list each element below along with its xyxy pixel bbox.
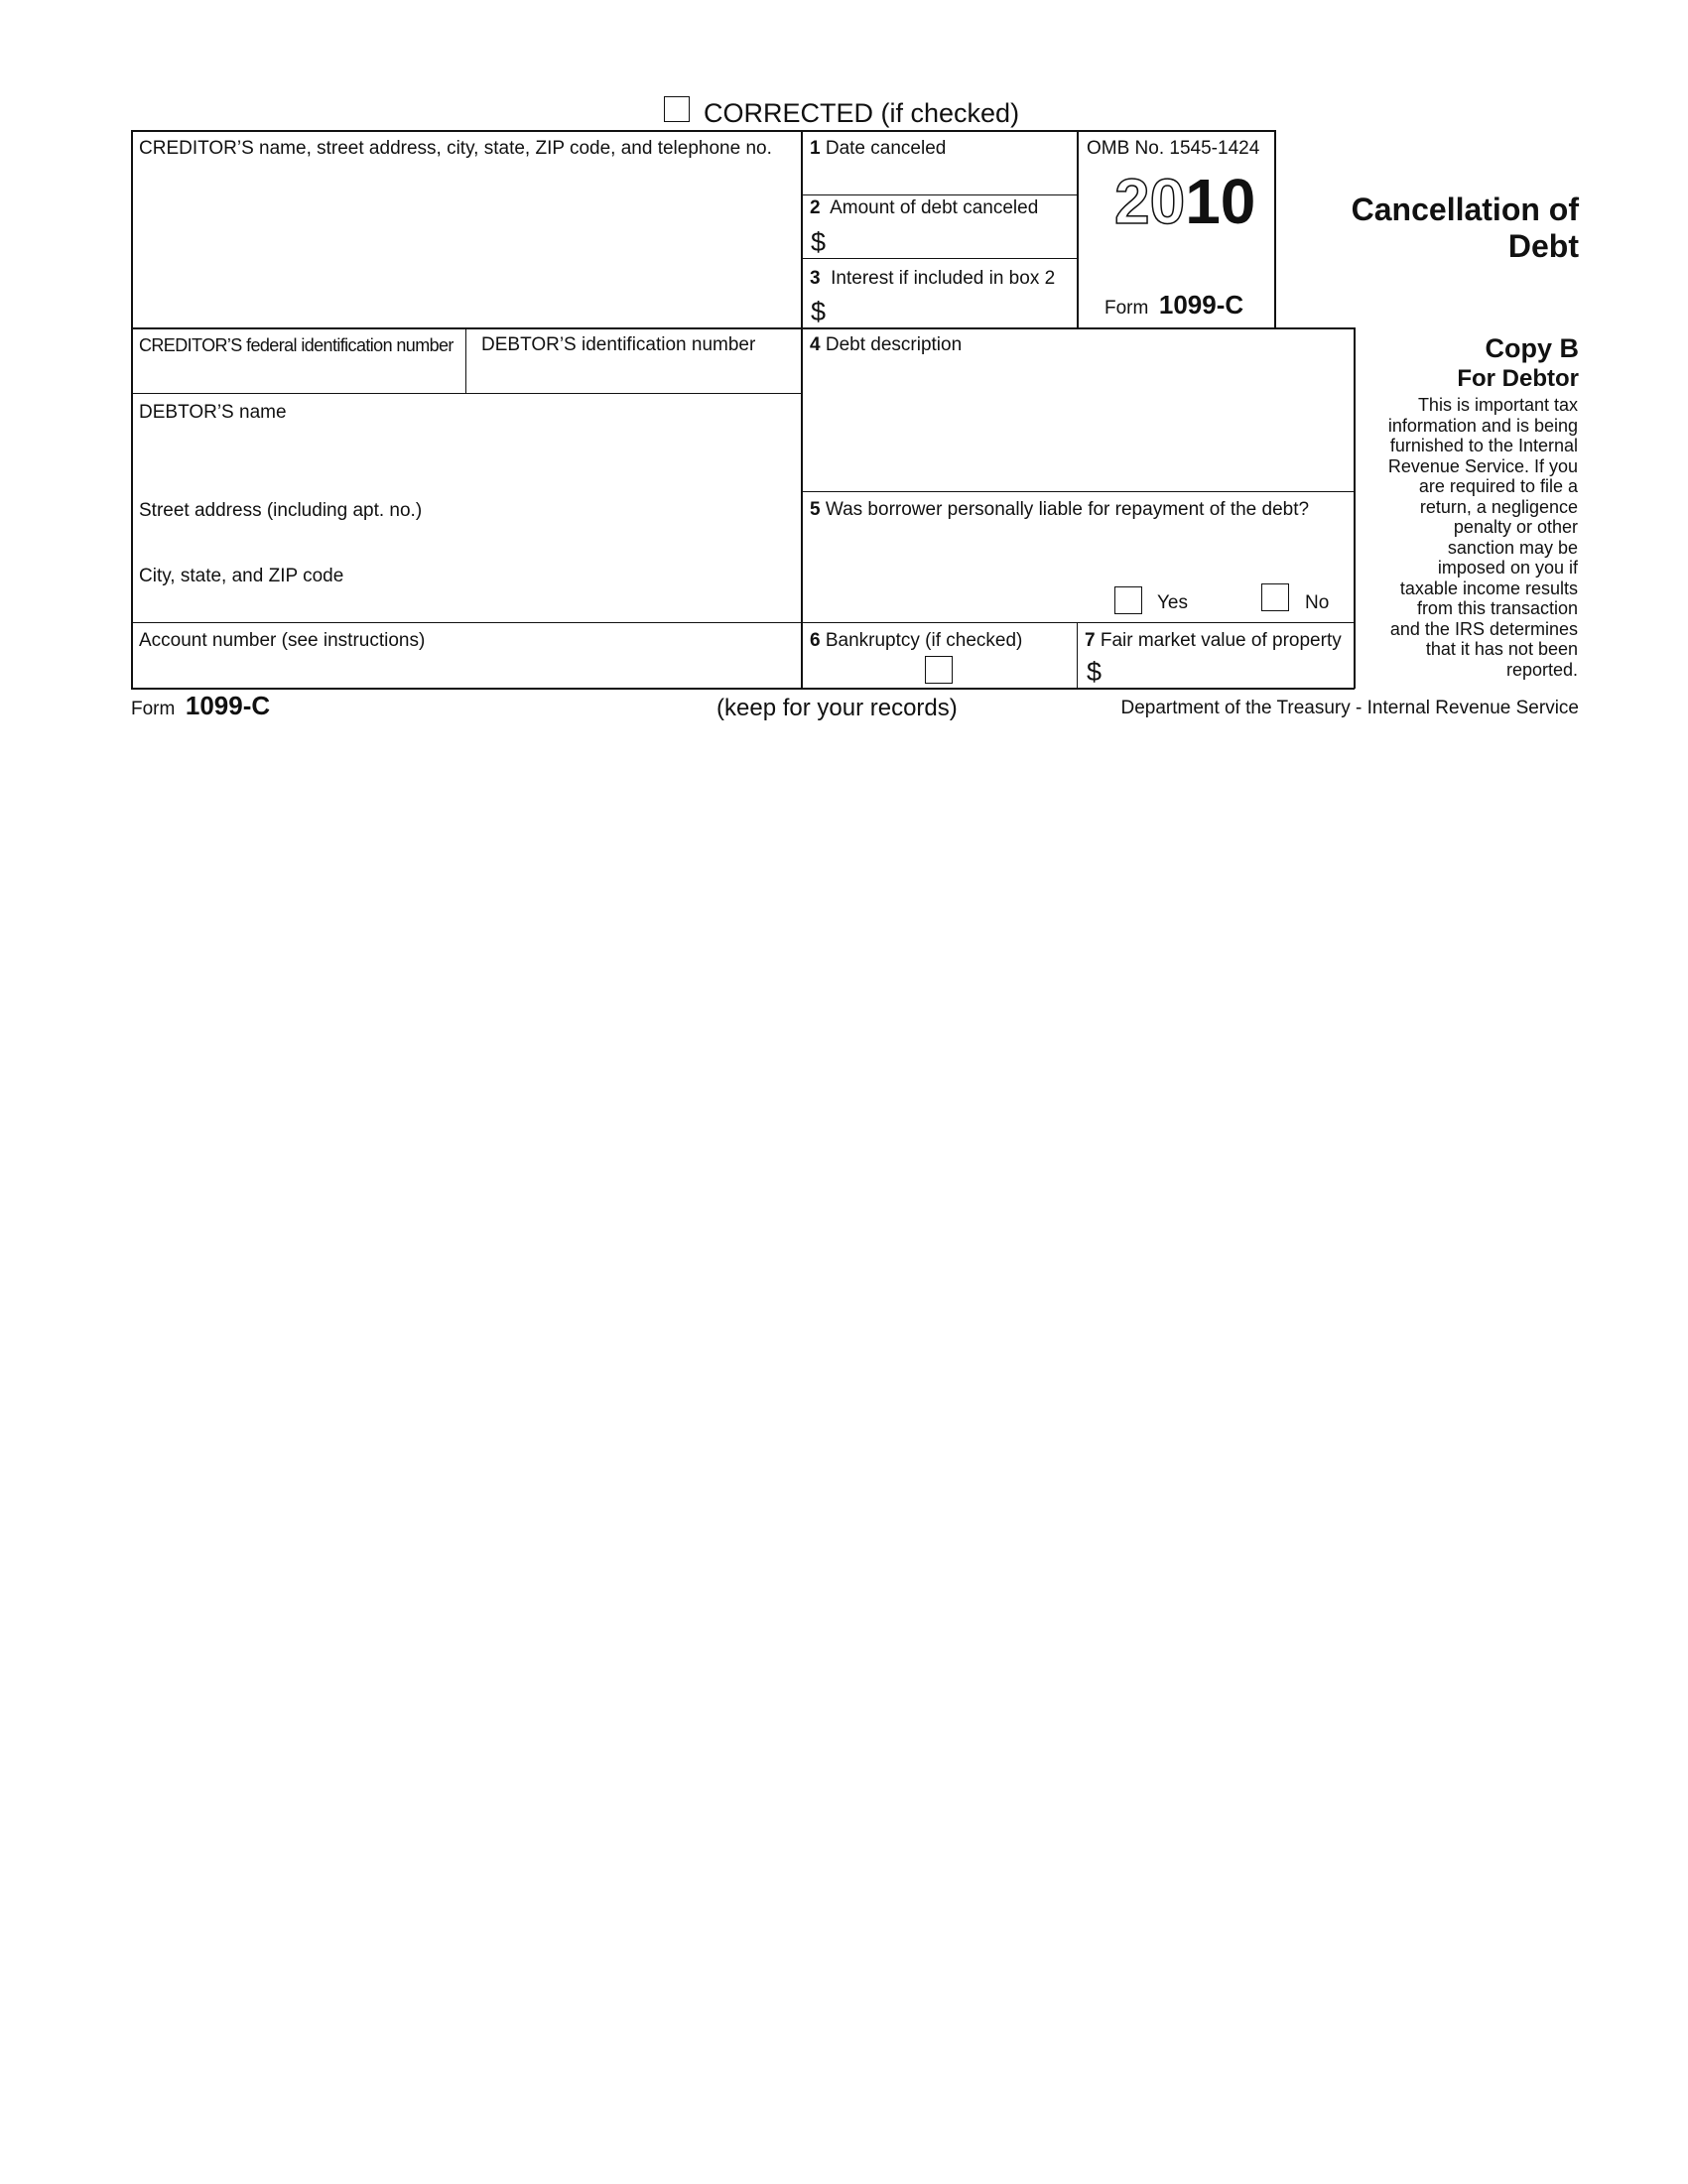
footer-keep-records: (keep for your records) xyxy=(716,695,958,721)
grid-line xyxy=(1077,130,1079,327)
box1-text: Date canceled xyxy=(825,138,947,159)
creditor-block-label: CREDITOR’S name, street address, city, state, ZIP code, and telephone no. xyxy=(139,138,772,159)
street-address-label: Street address (including apt. no.) xyxy=(139,500,423,521)
city-state-zip-field[interactable] xyxy=(133,589,799,620)
city-state-zip-label: City, state, and ZIP code xyxy=(139,566,344,586)
grid-line xyxy=(465,327,466,394)
grid-line xyxy=(131,622,1355,623)
box5-number: 5 xyxy=(810,499,821,520)
footer-form-id xyxy=(131,691,271,720)
box7-label xyxy=(1085,630,1342,652)
grid-line xyxy=(801,258,1077,259)
box7-dollar-sign: $ xyxy=(1087,657,1103,687)
account-number-label: Account number (see instructions) xyxy=(139,630,426,651)
box2-text: Amount of debt canceled xyxy=(830,197,1039,218)
box2-label xyxy=(810,197,1038,219)
tax-year-bold: 10 xyxy=(1185,166,1256,237)
grid-line xyxy=(1354,327,1356,689)
box4-number: 4 xyxy=(810,334,821,355)
important-notice: This is important tax information and is being furnished to the Internal Revenue Service. If you are required to file a return, a negligence penalty or other sanction may be imposed on you if taxable income results from this transaction and the IRS determines that it has not been reported. xyxy=(1387,395,1578,680)
footer-department: Department of the Treasury - Internal Revenue Service xyxy=(1120,698,1579,718)
date-canceled-field[interactable] xyxy=(803,162,1076,193)
fair-market-value-field[interactable] xyxy=(1106,655,1352,687)
debtor-id-field[interactable] xyxy=(467,359,799,392)
debtor-id-label: DEBTOR’S identification number xyxy=(481,334,756,355)
interest-amount-field[interactable] xyxy=(829,294,1075,325)
tax-year xyxy=(1114,166,1256,237)
debt-canceled-amount-field[interactable] xyxy=(829,224,1075,256)
corrected-label: CORRECTED (if checked) xyxy=(704,98,1020,128)
footer-form-word: Form xyxy=(131,699,176,719)
grid-line xyxy=(1274,130,1276,327)
recipient-label: For Debtor xyxy=(1457,365,1579,392)
box4-text: Debt description xyxy=(825,334,963,355)
corrected-checkbox[interactable] xyxy=(664,96,690,122)
box6-number: 6 xyxy=(810,630,821,651)
box2-number: 2 xyxy=(810,197,821,218)
form-id xyxy=(1104,290,1244,320)
creditor-federal-id-label: CREDITOR’S federal identification number xyxy=(139,335,454,355)
creditor-info-field[interactable] xyxy=(133,162,799,325)
box5-text: Was borrower personally liable for repayment of the debt? xyxy=(825,499,1310,520)
box4-label xyxy=(810,334,962,356)
form-title: Cancellation of Debt xyxy=(1351,192,1579,264)
grid-line xyxy=(1077,622,1078,689)
grid-line xyxy=(131,393,801,394)
street-address-field[interactable] xyxy=(133,524,799,559)
liable-yes-checkbox[interactable] xyxy=(1114,586,1142,614)
debtor-name-label: DEBTOR’S name xyxy=(139,402,287,423)
box7-text: Fair market value of property xyxy=(1100,630,1342,651)
grid-line xyxy=(131,688,1355,690)
creditor-federal-id-field[interactable] xyxy=(133,359,464,392)
form-word: Form xyxy=(1104,298,1149,319)
tax-year-outline: 20 xyxy=(1114,166,1186,237)
debtor-name-field[interactable] xyxy=(133,427,799,486)
box3-text: Interest if included in box 2 xyxy=(831,268,1056,289)
grid-line xyxy=(131,130,1275,132)
liable-yes-label: Yes xyxy=(1157,592,1188,613)
liable-no-checkbox[interactable] xyxy=(1261,583,1289,611)
omb-number: OMB No. 1545-1424 xyxy=(1087,138,1260,159)
box1-number: 1 xyxy=(810,138,821,159)
box2-dollar-sign: $ xyxy=(811,227,827,257)
form-number: 1099-C xyxy=(1158,290,1244,320)
box3-label xyxy=(810,268,1055,290)
box3-number: 3 xyxy=(810,268,821,289)
box3-dollar-sign: $ xyxy=(811,297,827,326)
box5-label xyxy=(810,499,1309,521)
account-number-field[interactable] xyxy=(133,655,799,687)
copy-label: Copy B xyxy=(1485,333,1579,363)
debt-description-field[interactable] xyxy=(803,359,1353,489)
bankruptcy-checkbox[interactable] xyxy=(925,656,953,684)
grid-line xyxy=(131,327,1356,329)
box6-text: Bankruptcy (if checked) xyxy=(825,630,1023,651)
grid-line xyxy=(801,194,1077,195)
box1-label xyxy=(810,138,946,160)
liable-no-label: No xyxy=(1305,592,1330,613)
footer-form-number: 1099-C xyxy=(185,691,271,720)
box7-number: 7 xyxy=(1085,630,1096,651)
grid-line xyxy=(801,491,1355,492)
box6-label xyxy=(810,630,1022,652)
